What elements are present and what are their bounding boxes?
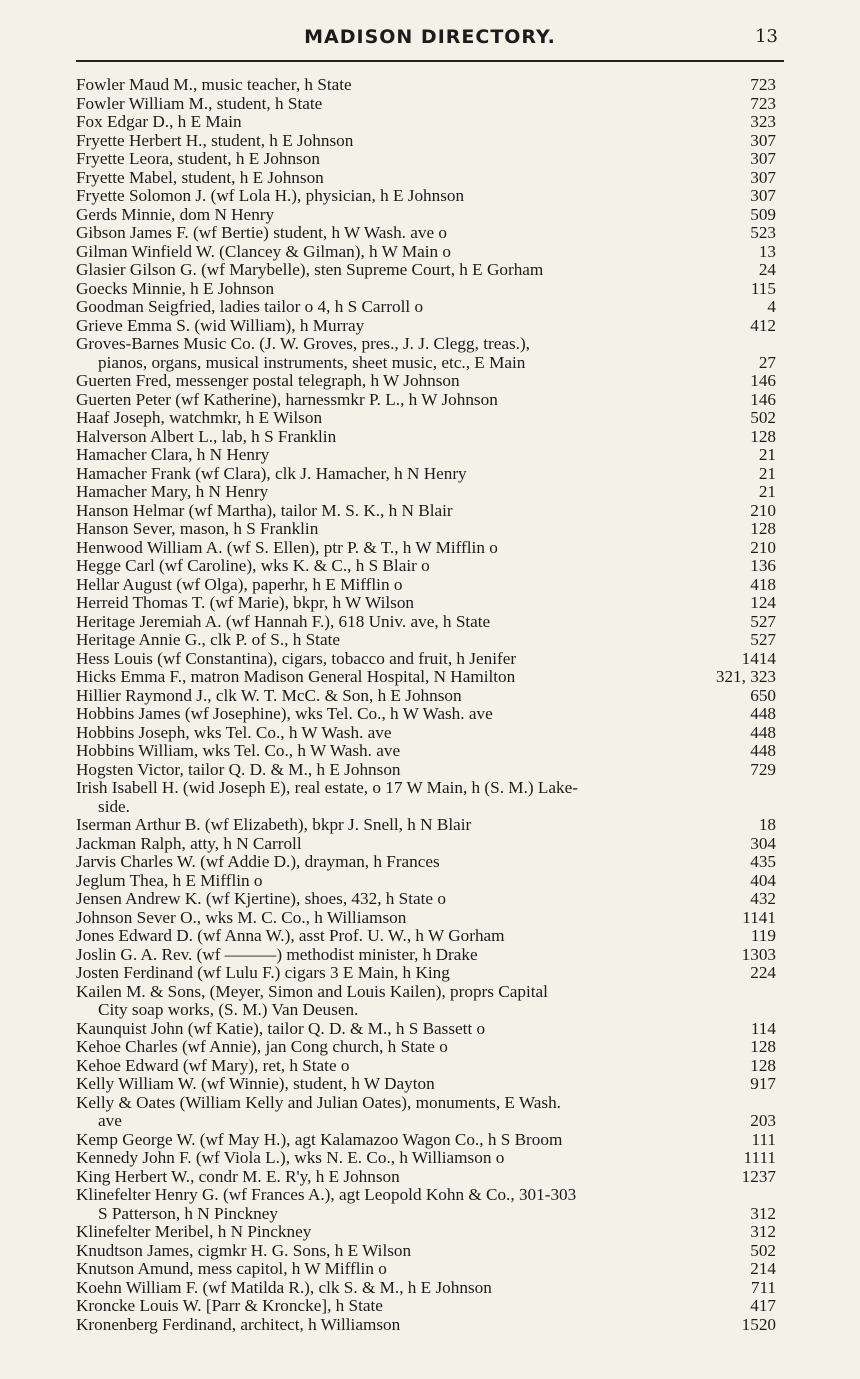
- entry-text: Glasier Gilson G. (wf Marybelle), sten Supreme Court, h E Gorham: [76, 260, 544, 279]
- directory-entry: [76, 243, 776, 262]
- entry-text: Kehoe Edward (wf Mary), ret, h State o: [76, 1055, 350, 1075]
- entry-number: 13: [758, 241, 776, 261]
- entry-number: 4: [767, 297, 776, 316]
- entry-number: 146: [750, 389, 776, 409]
- entry-text: Jensen Andrew K. (wf Kjertine), shoes, 432, h State o: [76, 889, 446, 908]
- directory-entry: [76, 1316, 776, 1335]
- directory-entry: [76, 391, 776, 410]
- entry-number: 312: [750, 1222, 776, 1241]
- entry-number: 307: [750, 186, 776, 205]
- directory-entry: [76, 779, 776, 798]
- entry-number: 24: [758, 260, 776, 279]
- directory-entry: [76, 539, 776, 558]
- entry-text: Guerten Fred, messenger postal telegraph, h W Johnson: [76, 371, 460, 390]
- entry-text: Fryette Herbert H., student, h E Johnson: [76, 130, 354, 150]
- directory-entry: [76, 816, 776, 835]
- directory-entry: [76, 113, 776, 132]
- directory-entry: [76, 169, 776, 188]
- entry-text: Kroncke Louis W. [Parr & Kroncke], h State: [76, 1296, 383, 1315]
- entry-number: 448: [750, 722, 776, 742]
- entry-number: 432: [750, 889, 776, 908]
- entry-text: Iserman Arthur B. (wf Elizabeth), bkpr J. Snell, h N Blair: [76, 815, 472, 834]
- entry-number: 1237: [741, 1166, 776, 1186]
- entry-number: 418: [750, 574, 776, 594]
- entry-text: Jones Edward D. (wf Anna W.), asst Prof. U. W., h W Gorham: [76, 926, 505, 945]
- directory-entry: [76, 872, 776, 891]
- entry-number: 1414: [741, 648, 776, 668]
- entry-number: 224: [750, 963, 776, 982]
- entry-number: 115: [750, 278, 776, 298]
- directory-entry: [76, 132, 776, 151]
- directory-entry: [76, 687, 776, 706]
- entry-text: Hess Louis (wf Constantina), cigars, tobacco and fruit, h Jenifer: [76, 648, 517, 668]
- entry-number: 128: [750, 426, 776, 446]
- directory-entry: [76, 224, 776, 243]
- entry-text: Kaunquist John (wf Katie), tailor Q. D. & M., h S Bassett o: [76, 1018, 486, 1038]
- directory-entry: [76, 95, 776, 114]
- directory-entry: [76, 1260, 776, 1279]
- directory-entry: [76, 1186, 776, 1205]
- entry-text: Johnson Sever O., wks M. C. Co., h Williamson: [76, 907, 407, 927]
- entry-number: 1520: [741, 1314, 776, 1334]
- entry-text: Fryette Solomon J. (wf Lola H.), physician, h E Johnson: [76, 186, 465, 205]
- entry-text: Josten Ferdinand (wf Lulu F.) cigars 3 E Main, h King: [76, 963, 450, 982]
- directory-entry: [76, 1020, 776, 1039]
- directory-entry: [76, 705, 776, 724]
- entry-text: Grieve Emma S. (wid William), h Murray: [76, 315, 365, 335]
- header-rule: [76, 60, 784, 62]
- directory-entry: [76, 594, 776, 613]
- entry-number: 1111: [743, 1148, 776, 1167]
- entry-number: 307: [750, 149, 776, 168]
- entry-number: 509: [750, 204, 776, 224]
- entry-number: 203: [750, 1111, 776, 1130]
- entry-number: 307: [750, 167, 776, 187]
- entry-number: 214: [750, 1259, 776, 1278]
- entry-text: Fowler Maud M., music teacher, h State: [76, 75, 352, 94]
- entry-number: 18: [758, 815, 776, 834]
- entry-number: 448: [750, 704, 776, 723]
- entry-number: 502: [750, 408, 776, 427]
- entry-number: 412: [750, 315, 776, 335]
- directory-entry: [76, 409, 776, 428]
- entry-text: Fox Edgar D., h E Main: [76, 112, 242, 131]
- entry-number: 527: [750, 630, 776, 649]
- entry-number: 321, 323: [715, 667, 776, 686]
- entry-text: Goodman Seigfried, ladies tailor o 4, h S Carroll o: [76, 297, 424, 316]
- entry-number: 650: [750, 685, 776, 705]
- directory-entry: [76, 150, 776, 169]
- entry-text: Hanson Helmar (wf Martha), tailor M. S. K., h N Blair: [76, 500, 453, 520]
- entry-text: side.: [98, 796, 130, 816]
- entry-number: 304: [750, 833, 776, 853]
- directory-entries: [76, 76, 776, 1334]
- directory-entry: [76, 1242, 776, 1261]
- directory-entry: [76, 724, 776, 743]
- directory-entry: [76, 1223, 776, 1242]
- entry-text: Guerten Peter (wf Katherine), harnessmkr P. L., h W Johnson: [76, 389, 498, 409]
- entry-text: Hamacher Clara, h N Henry: [76, 445, 270, 464]
- entry-text: Knutson Amund, mess capitol, h W Mifflin o: [76, 1259, 387, 1278]
- entry-text: King Herbert W., condr M. E. R'y, h E Johnson: [76, 1166, 400, 1186]
- entry-text: Irish Isabell H. (wid Joseph E), real estate, o 17 W Main, h (S. M.) Lake-: [76, 778, 578, 797]
- entry-text: Kemp George W. (wf May H.), agt Kalamazoo Wagon Co., h S Broom: [76, 1129, 563, 1149]
- entry-text: Joslin G. A. Rev. (wf ———) methodist minister, h Drake: [76, 944, 478, 964]
- entry-text: Hamacher Mary, h N Henry: [76, 482, 269, 501]
- directory-entry: [76, 1001, 776, 1020]
- directory-entry: [76, 964, 776, 983]
- entry-text: Herreid Thomas T. (wf Marie), bkpr, h W Wilson: [76, 593, 415, 612]
- entry-text: City soap works, (S. M.) Van Deusen.: [98, 1000, 359, 1019]
- entry-number: 323: [750, 112, 776, 131]
- page-header: [0, 24, 860, 52]
- directory-entry: [76, 261, 776, 280]
- directory-entry: [76, 983, 776, 1002]
- entry-text: Klinefelter Henry G. (wf Frances A.), agt Leopold Kohn & Co., 301-303: [76, 1185, 577, 1204]
- entry-text: Kronenberg Ferdinand, architect, h Williamson: [76, 1314, 401, 1334]
- entry-number: 1141: [742, 907, 776, 927]
- entry-number: 21: [758, 463, 776, 483]
- entry-text: Heritage Annie G., clk P. of S., h State: [76, 630, 340, 649]
- directory-entry: [76, 798, 776, 817]
- entry-text: Hellar August (wf Olga), paperhr, h E Mifflin o: [76, 574, 403, 594]
- entry-text: Fryette Mabel, student, h E Johnson: [76, 167, 324, 187]
- entry-number: 404: [750, 870, 776, 890]
- directory-entry: [76, 613, 776, 632]
- entry-number: 119: [750, 926, 776, 945]
- entry-text: Koehn William F. (wf Matilda R.), clk S. & M., h E Johnson: [76, 1277, 492, 1297]
- directory-entry: [76, 631, 776, 650]
- entry-text: Hamacher Frank (wf Clara), clk J. Hamacher, h N Henry: [76, 463, 467, 483]
- directory-entry: [76, 576, 776, 595]
- directory-entry: [76, 76, 776, 95]
- entry-text: Kennedy John F. (wf Viola L.), wks N. E. Co., h Williamson o: [76, 1148, 505, 1167]
- entry-text: Hobbins James (wf Josephine), wks Tel. Co., h W Wash. ave: [76, 704, 493, 723]
- entry-text: Jarvis Charles W. (wf Addie D.), drayman, h Frances: [76, 852, 440, 871]
- directory-entry: [76, 946, 776, 965]
- entry-text: Klinefelter Meribel, h N Pinckney: [76, 1222, 312, 1241]
- directory-entry: [76, 335, 776, 354]
- directory-entry: [76, 761, 776, 780]
- entry-text: Jackman Ralph, atty, h N Carroll: [76, 833, 302, 853]
- entry-number: 729: [750, 759, 776, 779]
- directory-entry: [76, 742, 776, 761]
- entry-text: Haaf Joseph, watchmkr, h E Wilson: [76, 408, 323, 427]
- page-title: MADISON DIRECTORY.: [304, 26, 556, 48]
- entry-text: Kehoe Charles (wf Annie), jan Cong church, h State o: [76, 1037, 448, 1056]
- entry-text: ave: [98, 1111, 122, 1130]
- entry-number: 27: [758, 352, 776, 372]
- directory-entry: [76, 1168, 776, 1187]
- entry-text: Gilman Winfield W. (Clancey & Gilman), h W Main o: [76, 241, 451, 261]
- entry-number: 21: [758, 482, 776, 501]
- directory-entry: [76, 298, 776, 317]
- directory-entry: [76, 280, 776, 299]
- entry-text: Hanson Sever, mason, h S Franklin: [76, 519, 319, 538]
- directory-entry: [76, 372, 776, 391]
- directory-entry: [76, 890, 776, 909]
- entry-number: 307: [750, 130, 776, 150]
- directory-entry: [76, 668, 776, 687]
- entry-text: Hogsten Victor, tailor Q. D. & M., h E Johnson: [76, 759, 401, 779]
- entry-number: 527: [750, 611, 776, 631]
- entry-text: Hobbins William, wks Tel. Co., h W Wash. ave: [76, 741, 401, 760]
- entry-number: 502: [750, 1240, 776, 1260]
- entry-number: 523: [750, 223, 776, 242]
- entry-number: 128: [750, 1055, 776, 1075]
- entry-text: Groves-Barnes Music Co. (J. W. Groves, pres., J. J. Clegg, treas.),: [76, 334, 530, 353]
- entry-text: Hicks Emma F., matron Madison General Hospital, N Hamilton: [76, 667, 516, 686]
- entry-text: Knudtson James, cigmkr H. G. Sons, h E Wilson: [76, 1240, 412, 1260]
- entry-text: Heritage Jeremiah A. (wf Hannah F.), 618 Univ. ave, h State: [76, 611, 491, 631]
- directory-entry: [76, 835, 776, 854]
- entry-number: 146: [750, 371, 776, 390]
- directory-entry: [76, 206, 776, 225]
- directory-entry: [76, 1038, 776, 1057]
- directory-entry: [76, 1279, 776, 1298]
- directory-entry: [76, 465, 776, 484]
- directory-entry: [76, 1112, 776, 1131]
- entry-text: Goecks Minnie, h E Johnson: [76, 278, 275, 298]
- directory-entry: [76, 428, 776, 447]
- directory-entry: [76, 520, 776, 539]
- entry-text: Gibson James F. (wf Bertie) student, h W Wash. ave o: [76, 223, 448, 242]
- directory-entry: [76, 187, 776, 206]
- entry-text: Gerds Minnie, dom N Henry: [76, 204, 275, 224]
- entry-text: Kelly William W. (wf Winnie), student, h W Dayton: [76, 1074, 435, 1093]
- entry-text: Kailen M. & Sons, (Meyer, Simon and Louis Kailen), proprs Capital: [76, 981, 548, 1001]
- directory-entry: [76, 909, 776, 928]
- directory-entry: [76, 1094, 776, 1113]
- entry-number: 136: [750, 556, 776, 575]
- directory-entry: [76, 1131, 776, 1150]
- entry-text: Jeglum Thea, h E Mifflin o: [76, 870, 263, 890]
- entry-text: Fryette Leora, student, h E Johnson: [76, 149, 320, 168]
- directory-entry: [76, 1149, 776, 1168]
- entry-number: 723: [750, 93, 776, 113]
- directory-entry: [76, 650, 776, 669]
- entry-number: 312: [750, 1203, 776, 1223]
- entry-number: 417: [750, 1296, 776, 1315]
- directory-entry: [76, 317, 776, 336]
- entry-text: Hegge Carl (wf Caroline), wks K. & C., h S Blair o: [76, 556, 430, 575]
- entry-number: 448: [750, 741, 776, 760]
- directory-entry: [76, 1075, 776, 1094]
- page-number: 13: [755, 26, 778, 47]
- entry-number: 114: [750, 1018, 776, 1038]
- entry-text: Fowler William M., student, h State: [76, 93, 323, 113]
- entry-number: 210: [750, 537, 776, 557]
- entry-number: 723: [750, 75, 776, 94]
- entry-number: 124: [750, 593, 776, 612]
- directory-entry: [76, 446, 776, 465]
- entry-number: 1303: [741, 944, 776, 964]
- entry-text: Hobbins Joseph, wks Tel. Co., h W Wash. ave: [76, 722, 392, 742]
- entry-number: 111: [751, 1129, 776, 1149]
- entry-text: Kelly & Oates (William Kelly and Julian Oates), monuments, E Wash.: [76, 1092, 561, 1112]
- entry-text: Halverson Albert L., lab, h S Franklin: [76, 426, 337, 446]
- entry-number: 128: [750, 1037, 776, 1056]
- directory-entry: [76, 1297, 776, 1316]
- entry-number: 210: [750, 500, 776, 520]
- directory-entry: [76, 1205, 776, 1224]
- entry-text: S Patterson, h N Pinckney: [98, 1203, 278, 1223]
- entry-text: Henwood William A. (wf S. Ellen), ptr P. & T., h W Mifflin o: [76, 537, 498, 557]
- directory-entry: [76, 557, 776, 576]
- entry-number: 128: [750, 519, 776, 538]
- directory-entry: [76, 354, 776, 373]
- entry-number: 435: [750, 852, 776, 871]
- directory-entry: [76, 502, 776, 521]
- entry-text: pianos, organs, musical instruments, sheet music, etc., E Main: [98, 352, 526, 372]
- directory-entry: [76, 1057, 776, 1076]
- entry-number: 21: [758, 445, 776, 464]
- entry-text: Hillier Raymond J., clk W. T. McC. & Son, h E Johnson: [76, 685, 462, 705]
- directory-entry: [76, 927, 776, 946]
- entry-number: 917: [750, 1074, 776, 1093]
- entry-number: 711: [750, 1277, 776, 1297]
- directory-entry: [76, 853, 776, 872]
- directory-entry: [76, 483, 776, 502]
